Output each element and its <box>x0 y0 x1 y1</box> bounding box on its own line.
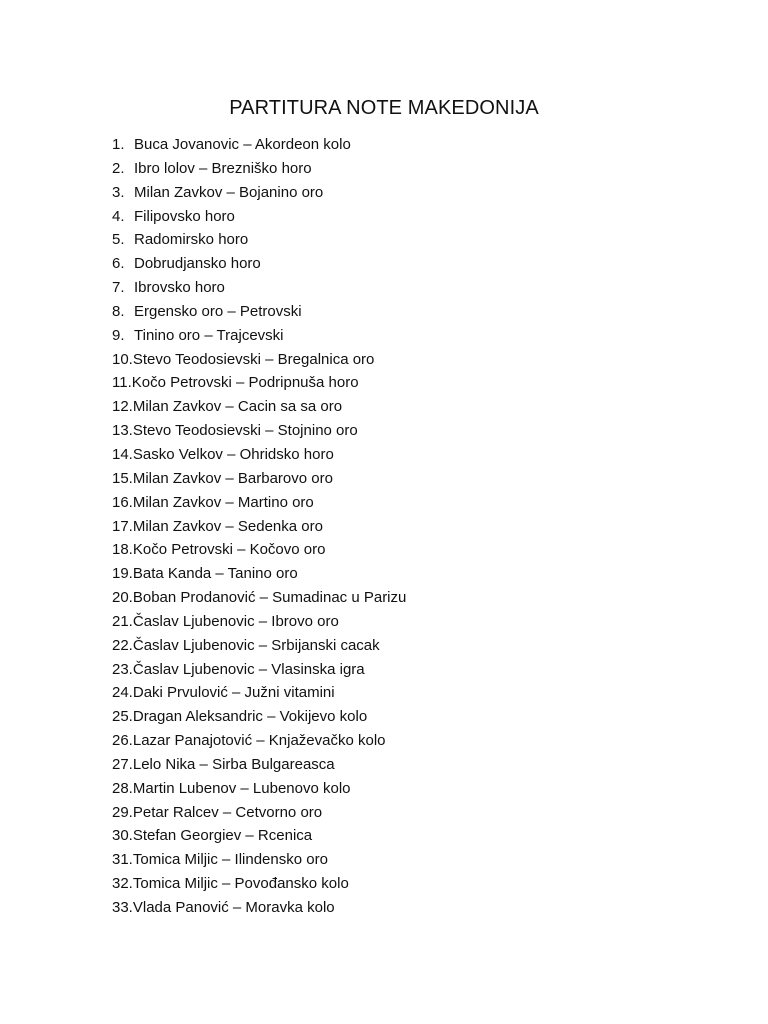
list-item-text: Milan Zavkov – Sedenka oro <box>132 517 323 535</box>
list-item-text: Tomica Miljic – Povođansko kolo <box>132 875 349 893</box>
list-item-text: Lazar Panajotović – Knjaževačko kolo <box>132 732 386 750</box>
list-item-text: Daki Prvulović – Južni vitamini <box>132 684 335 702</box>
list-item-text: Tomica Miljic – Ilindensko oro <box>132 851 328 869</box>
list-item <box>112 181 406 205</box>
list-item-text: Kočo Petrovski – Podripnuša horo <box>131 374 359 392</box>
list-item-text: Stefan Georgiev – Rcenica <box>132 827 313 845</box>
list-item-number: 9. <box>112 326 125 344</box>
list-item-number: 16. <box>112 493 133 511</box>
list-item-number: 21. <box>112 612 133 630</box>
list-item <box>112 801 406 825</box>
list-item <box>112 753 406 777</box>
list-item <box>112 872 406 896</box>
list-item-text: Časlav Ljubenovic – Ibrovo oro <box>132 612 339 630</box>
list-item-number: 23. <box>112 660 133 678</box>
list-item-text: Martin Lubenov – Lubenovo kolo <box>132 779 351 797</box>
list-item-number: 8. <box>112 302 125 320</box>
list-item <box>112 896 406 920</box>
list-item-number: 31. <box>112 851 133 869</box>
list-item <box>112 395 406 419</box>
list-item-text: Vlada Panović – Moravka kolo <box>132 899 335 916</box>
list-item-number: 1. <box>112 136 125 153</box>
list-item-text: Boban Prodanović – Sumadinac u Parizu <box>132 589 407 607</box>
list-item-text: Milan Zavkov – Barbarovo oro <box>132 469 333 487</box>
list-item <box>112 467 406 491</box>
list-item-text: Dragan Aleksandric – Vokijevo kolo <box>132 708 368 726</box>
list-item-text: Kočo Petrovski – Kočovo oro <box>132 541 326 559</box>
list-item-number: 22. <box>112 636 133 654</box>
list-item <box>112 848 406 872</box>
list-item <box>112 586 406 610</box>
list-item-text: Buca Jovanovic – Akordeon kolo <box>134 136 351 153</box>
list-item <box>112 634 406 658</box>
list-item-text: Časlav Ljubenovic – Srbijanski cacak <box>132 636 380 654</box>
list-item-text: Sasko Velkov – Ohridsko horo <box>132 445 334 463</box>
list-item-text: Bata Kanda – Tanino oro <box>132 565 298 583</box>
list-item-number: 11. <box>112 374 132 392</box>
page-title: PARTITURA NOTE MAKEDONIJA <box>229 97 539 119</box>
list-item-number: 28. <box>112 779 133 797</box>
list-item-text: Filipovsko horo <box>134 207 235 225</box>
list-item <box>112 443 406 467</box>
list-item <box>112 681 406 705</box>
list-item <box>112 348 406 372</box>
list-item-number: 14. <box>112 445 133 463</box>
list-item-text: Radomirsko horo <box>134 231 249 249</box>
list-item <box>112 610 406 634</box>
list-item-text: Tinino oro – Trajcevski <box>134 326 284 344</box>
list-item-number: 19. <box>112 565 133 583</box>
list-item-text: Ergensko oro – Petrovski <box>134 302 302 320</box>
list-item-text: Ibrovsko horo <box>134 279 225 297</box>
list-item-text: Časlav Ljubenovic – Vlasinska igra <box>132 660 365 678</box>
list-item <box>112 491 406 515</box>
list-item <box>112 157 406 181</box>
list-item <box>112 777 406 801</box>
list-item-number: 12. <box>112 398 133 416</box>
list-item-text: Stevo Teodosievski – Stojnino oro <box>132 422 358 440</box>
list-item-number: 7. <box>112 279 125 297</box>
list-item <box>112 228 406 252</box>
list-item-text: Milan Zavkov – Martino oro <box>132 493 314 511</box>
list-item-number: 29. <box>112 803 133 821</box>
list-item <box>112 515 406 539</box>
list-item <box>112 824 406 848</box>
list-item-text: Milan Zavkov – Cacin sa sa oro <box>132 398 343 416</box>
list-item <box>112 658 406 682</box>
list-item-number: 2. <box>112 159 125 177</box>
list-item-number: 3. <box>112 183 125 201</box>
list-item <box>112 133 406 157</box>
list-item-number: 6. <box>112 255 125 273</box>
list-item-number: 33. <box>112 899 133 916</box>
list-item <box>112 324 406 348</box>
list-item-text: Milan Zavkov – Bojanino oro <box>134 183 324 201</box>
list-item-number: 24. <box>112 684 133 702</box>
list-item <box>112 205 406 229</box>
list-item <box>112 300 406 324</box>
list-item-number: 10. <box>112 350 133 368</box>
list-item-number: 27. <box>112 755 133 773</box>
list-item-number: 20. <box>112 589 133 607</box>
list-item-text: Petar Ralcev – Cetvorno oro <box>132 803 323 821</box>
list-item-text: Lelo Nika – Sirba Bulgareasca <box>132 755 335 773</box>
list-item-number: 5. <box>112 231 125 249</box>
list-item <box>112 276 406 300</box>
list-item <box>112 729 406 753</box>
list-item-number: 4. <box>112 207 125 225</box>
list-item <box>112 371 406 395</box>
list-item <box>112 419 406 443</box>
list-item <box>112 562 406 586</box>
list-item-number: 18. <box>112 541 133 559</box>
list-item <box>112 252 406 276</box>
list-item-number: 30. <box>112 827 133 845</box>
list-item-number: 15. <box>112 469 133 487</box>
list-item-number: 17. <box>112 517 133 535</box>
list-item <box>112 538 406 562</box>
list-item-number: 13. <box>112 422 133 440</box>
song-list <box>112 133 406 920</box>
list-item-text: Ibro lolov – Brezniško horo <box>134 159 312 177</box>
list-item-text: Dobrudjansko horo <box>134 255 261 273</box>
list-item-number: 25. <box>112 708 133 726</box>
list-item-number: 26. <box>112 732 133 750</box>
list-item-text: Stevo Teodosievski – Bregalnica oro <box>132 350 375 368</box>
list-item <box>112 705 406 729</box>
list-item-number: 32. <box>112 875 133 893</box>
